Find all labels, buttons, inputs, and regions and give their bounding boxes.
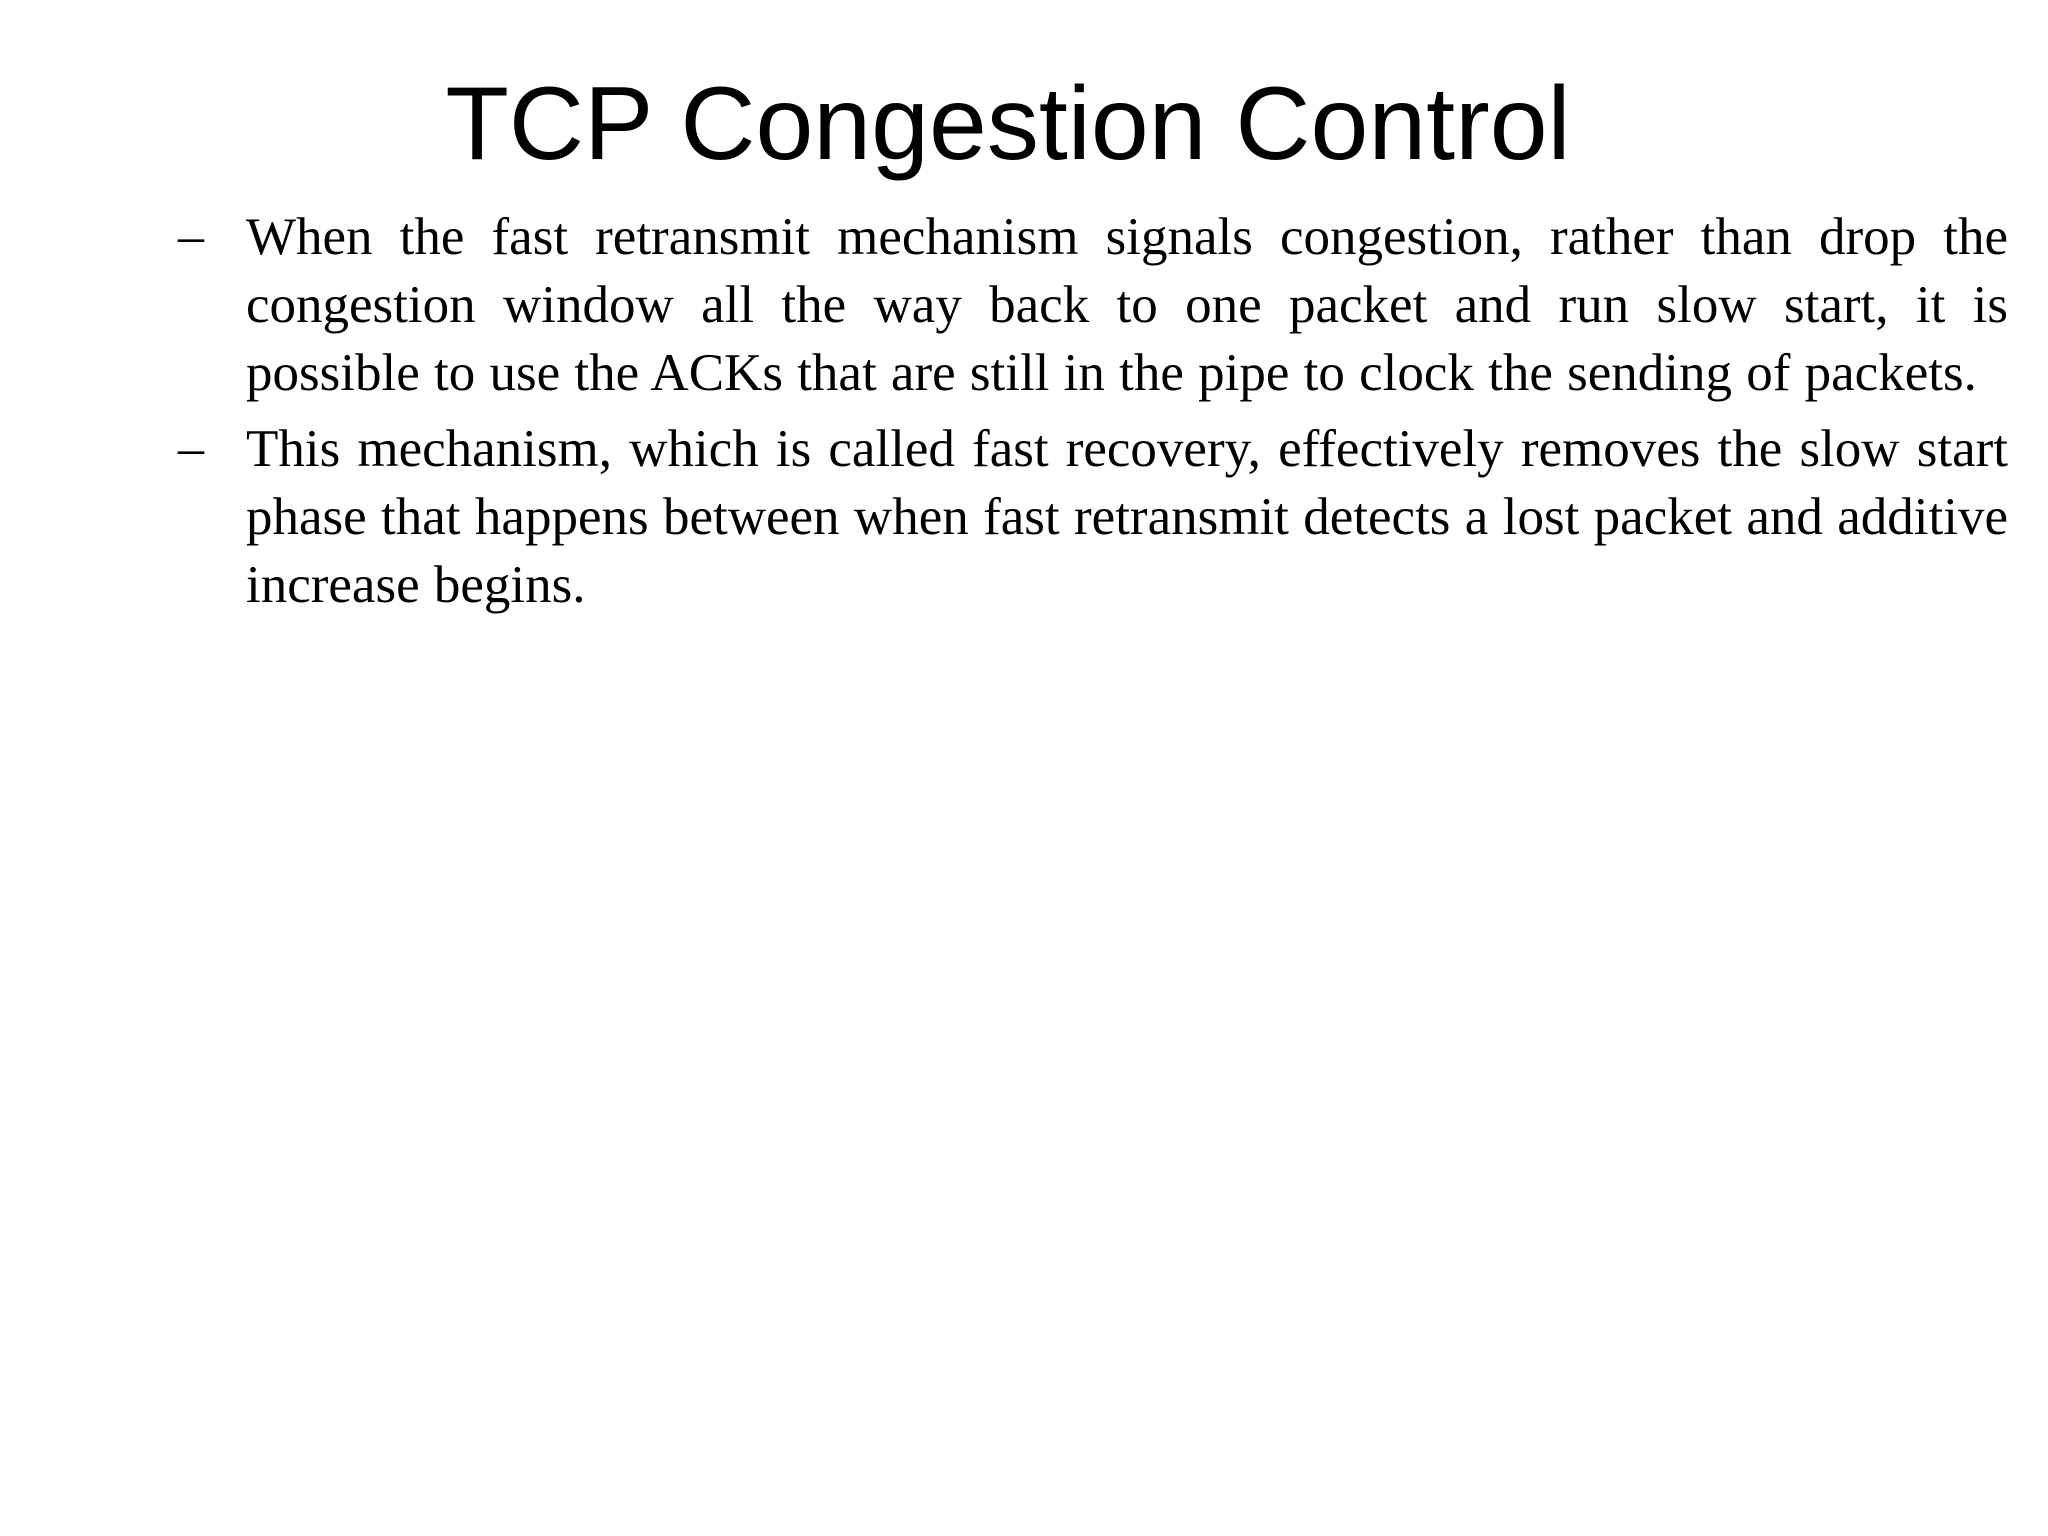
slide-title-text: TCP Congestion Control — [445, 66, 1571, 182]
dash-bullet-icon: – — [178, 420, 204, 477]
bullet-item-fast-recovery — [178, 415, 2008, 619]
bullet-item-fast-retransmit — [178, 203, 2008, 407]
dash-bullet-icon: – — [178, 208, 204, 265]
bullet-list — [178, 203, 2008, 627]
slide-title — [0, 62, 2048, 187]
bullet-text-fast-recovery: This mechanism, which is called fast recovery, effectively removes the slow start phase that happens between when fast retransmit detects a lost packet and additive increase begins. — [246, 420, 2008, 614]
bullet-text-fast-retransmit: When the fast retransmit mechanism signals congestion, rather than drop the congestion window all the way back to one packet and run slow start, it is possible to use the ACKs that are still in the pipe to clock the sending of packets. — [246, 208, 2008, 402]
